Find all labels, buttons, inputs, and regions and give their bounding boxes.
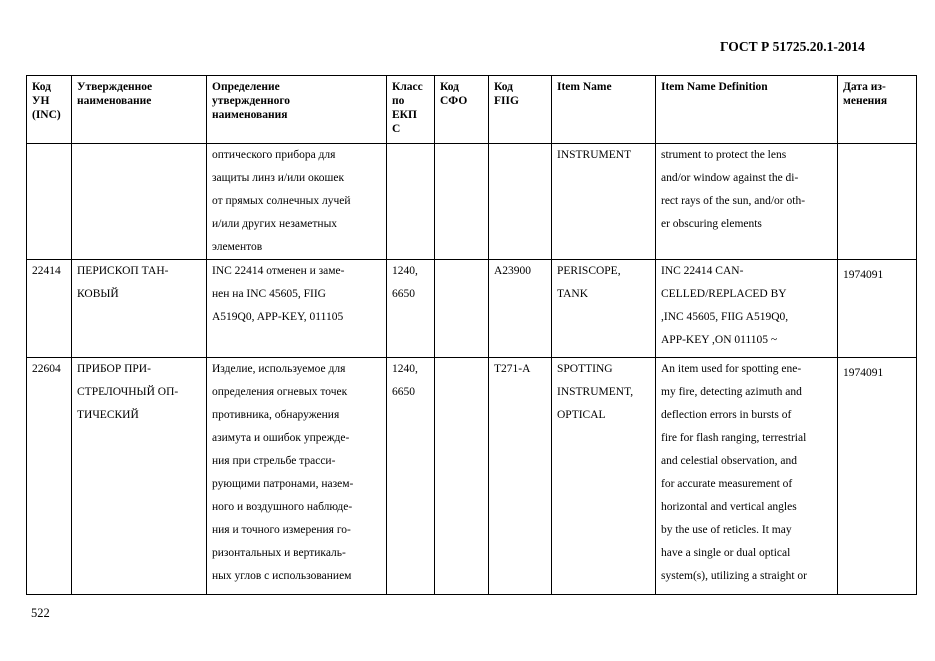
text-line: нен на INC 45605, FIIG (212, 288, 326, 300)
cell-fiig (489, 144, 552, 260)
text-line: An item used for spotting ene- (661, 363, 802, 375)
cell-item-definition (656, 144, 838, 260)
text-line: Утвержденное (77, 81, 153, 93)
cell-name (72, 358, 207, 595)
cell-date: 1974091 (838, 358, 917, 595)
text-line: and celestial observation, and (661, 455, 798, 467)
text-line: Класс (392, 81, 423, 93)
catalog-table (26, 75, 917, 595)
cell-item-name (552, 358, 656, 595)
col-header-definition (207, 76, 387, 144)
text-line: Код (494, 81, 514, 93)
text-line: by the use of reticles. It may (661, 524, 792, 536)
text-line: ния при стрельбе трасси- (212, 455, 336, 467)
text-line: защиты линз и/или окошек (212, 172, 345, 184)
text-line: по (392, 95, 405, 107)
cell-item-name (552, 260, 656, 358)
text-line: элементов (212, 241, 263, 253)
text-line: strument to protect the lens (661, 149, 787, 161)
cell-name (72, 260, 207, 358)
text-line: ТИЧЕСКИЙ (77, 409, 139, 421)
text-line: утвержденного (212, 95, 291, 107)
col-header-inc (27, 76, 72, 144)
table-row (27, 358, 917, 595)
text-line: 6650 (392, 288, 415, 300)
text-line: азимута и ошибок упрежде- (212, 432, 350, 444)
cell-sfo (435, 358, 489, 595)
cell-date: 1974091 (838, 260, 917, 358)
text-line: INC 22414 CAN- (661, 265, 744, 277)
text-line: deflection errors in bursts of (661, 409, 792, 421)
text-line: rect rays of the sun, and/or oth- (661, 195, 806, 207)
cell-definition (207, 260, 387, 358)
text-line: FIIG (494, 95, 519, 107)
text-line: for accurate measurement of (661, 478, 793, 490)
text-line: 1240, (392, 265, 418, 277)
text-line: Определение (212, 81, 280, 93)
col-header-name (72, 76, 207, 144)
text-line: КОВЫЙ (77, 288, 119, 300)
text-line: er obscuring elements (661, 218, 762, 230)
text-line: С (392, 123, 401, 135)
cell-class (387, 358, 435, 595)
page-number: 522 (31, 606, 50, 620)
text-line: ЕКП (392, 109, 417, 121)
cell-inc (27, 358, 72, 595)
text-line: 6650 (392, 386, 415, 398)
cell-fiig (489, 260, 552, 358)
text-line: SPOTTING (557, 363, 613, 375)
text-line: 1240, (392, 363, 418, 375)
text-line: INSTRUMENT, (557, 386, 634, 398)
cell-item-name (552, 144, 656, 260)
cell-class (387, 144, 435, 260)
text-line: ризонтальных и вертикаль- (212, 547, 346, 559)
text-line: ния и точного измерения го- (212, 524, 351, 536)
text-line: 22414 (32, 265, 61, 277)
text-line: my fire, detecting azimuth and (661, 386, 802, 398)
standard-designation: ГОСТ Р 51725.20.1-2014 (720, 39, 865, 54)
text-line: ,INC 45605, FIIG A519Q0, (661, 311, 789, 323)
text-line: Код (440, 81, 460, 93)
col-header-class (387, 76, 435, 144)
text-line: и/или других незаметных (212, 218, 338, 230)
cell-date (838, 144, 917, 260)
text-line: (INC) (32, 109, 61, 121)
col-header-sfo (435, 76, 489, 144)
text-line: Дата из- (843, 81, 886, 93)
cell-fiig (489, 358, 552, 595)
table-row (27, 144, 917, 260)
text-line: horizontal and vertical angles (661, 501, 797, 513)
text-line: наименование (77, 95, 152, 107)
table-row (27, 260, 917, 358)
text-line: оптического прибора для (212, 149, 336, 161)
text-line: СТРЕЛОЧНЫЙ ОП- (77, 386, 179, 398)
text-line: наименования (212, 109, 288, 121)
cell-definition (207, 144, 387, 260)
text-line: Изделие, используемое для (212, 363, 346, 375)
cell-class (387, 260, 435, 358)
text-line: противника, обнаружения (212, 409, 340, 421)
text-line: and/or window against the di- (661, 172, 799, 184)
text-line: ПРИБОР ПРИ- (77, 363, 151, 375)
text-line: A23900 (494, 265, 532, 277)
cell-item-definition (656, 260, 838, 358)
cell-inc (27, 144, 72, 260)
text-line: Код (32, 81, 52, 93)
col-header-item-definition (656, 76, 838, 144)
text-line: УН (32, 95, 50, 107)
text-line: TANK (557, 288, 589, 300)
header-row (27, 76, 917, 144)
text-line: have a single or dual optical (661, 547, 791, 559)
col-header-date (838, 76, 917, 144)
cell-name (72, 144, 207, 260)
text-line: Item Name Definition (661, 81, 768, 93)
text-line: PERISCOPE, (557, 265, 621, 277)
text-line: OPTICAL (557, 409, 606, 421)
col-header-fiig (489, 76, 552, 144)
text-line: от прямых солнечных лучей (212, 195, 351, 207)
text-line: fire for flash ranging, terrestrial (661, 432, 807, 444)
text-line: APP-KEY ,ON 011105 ~ (661, 334, 778, 346)
text-line: СФО (440, 95, 468, 107)
text-line: определения огневых точек (212, 386, 348, 398)
text-line: ПЕРИСКОП ТАН- (77, 265, 169, 277)
text-line: ных углов с использованием (212, 570, 352, 582)
text-line: менения (843, 95, 888, 107)
text-line: ного и воздушного наблюде- (212, 501, 353, 513)
text-line: A519Q0, APP-KEY, 011105 (212, 311, 344, 323)
cell-item-definition (656, 358, 838, 595)
cell-inc (27, 260, 72, 358)
text-line: CELLED/REPLACED BY (661, 288, 787, 300)
text-line: INC 22414 отменен и заме- (212, 265, 345, 277)
text-line: INSTRUMENT (557, 149, 632, 161)
text-line: 22604 (32, 363, 61, 375)
text-line: system(s), utilizing a straight or (661, 570, 807, 582)
text-line: T271-A (494, 363, 531, 375)
col-header-item-name (552, 76, 656, 144)
cell-sfo (435, 144, 489, 260)
cell-sfo (435, 260, 489, 358)
text-line: Item Name (557, 81, 612, 93)
text-line: рующими патронами, назем- (212, 478, 354, 490)
cell-definition (207, 358, 387, 595)
